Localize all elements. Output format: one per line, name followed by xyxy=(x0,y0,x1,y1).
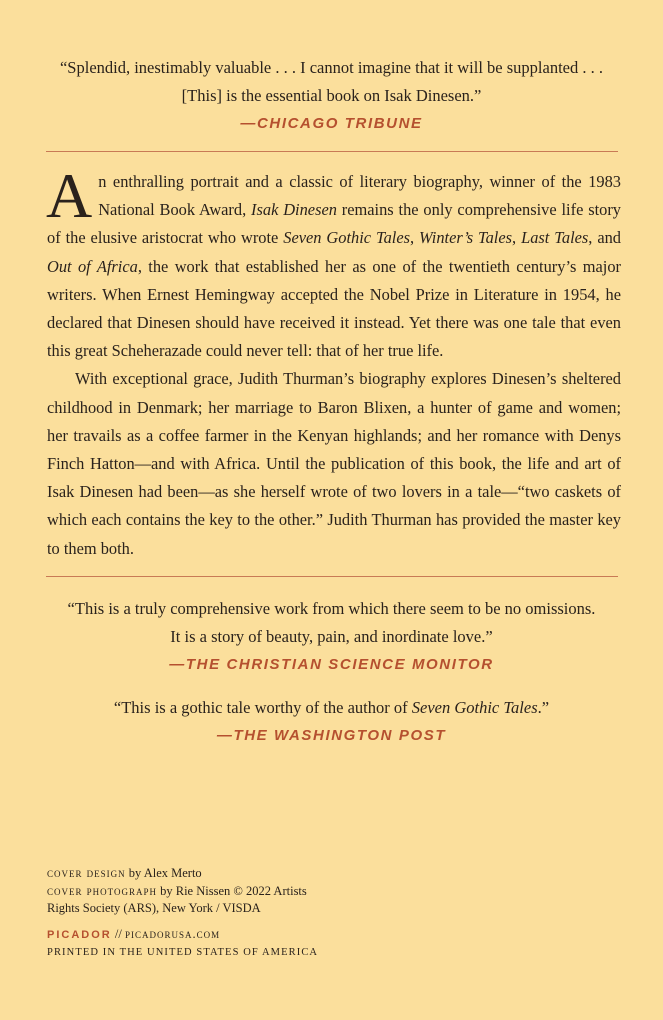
quote-line: [This] is the essential book on Isak Dinesen.” xyxy=(181,86,482,105)
book-description xyxy=(46,160,622,563)
cover-credits xyxy=(47,865,607,962)
review-quote-washington-post: “This is a gothic tale worthy of the author of Seven Gothic Tales.” —THE WASHINGTON POST xyxy=(30,694,633,750)
publisher-line xyxy=(47,926,607,945)
description-paragraph-1: An enthralling portrait and a classic of literary biography, winner of the 1983 National Book Award, Isak Dinesen remains the only comprehensive life story of the elusive aristocrat who wrote Seven Gothic Tales, Winter’s Tales, Last Tales, and Out of Africa, the work that established her as one of the twentieth century’s major writers. When Ernest Hemingway accepted the Nobel Prize in Literature in 1954, he declared that Dinesen should have received it instead. Yet there was one tale that even this great Scheherazade could never tell: that of her true life. xyxy=(46,160,622,361)
book-title: Out of Africa xyxy=(47,256,138,276)
quote-line: It is a story of beauty, pain, and inordinate love.” xyxy=(170,627,493,646)
photo-rights-credit: Rights Society (ARS), New York / VISDA xyxy=(47,901,261,915)
cover-design-credit: cover design by Alex Merto xyxy=(47,866,202,880)
quote-attribution: —CHICAGO TRIBUNE xyxy=(240,115,423,132)
cover-photograph-credit: cover photograph by Rie Nissen © 2022 Artists xyxy=(47,883,307,898)
book-title: Isak Dinesen xyxy=(251,200,337,220)
book-title: Seven Gothic Tales xyxy=(411,698,538,717)
separator: // xyxy=(111,926,125,941)
quote-line: “Splendid, inestimably valuable . . . I cannot imagine that it will be supplanted . . . xyxy=(59,58,603,77)
quote-attribution: —THE CHRISTIAN SCIENCE MONITOR xyxy=(169,656,494,673)
description-paragraph-2: With exceptional grace, Judith Thurman’s biography explores Dinesen’s sheltered childhood in Denmark; her marriage to Baron Blixen, a hunter of game and women; her travails as a coffee farmer in the Kenyan highlands; and her romance with Denys Finch Hatton—and with Africa. Until the publication of this book, the life and art of Isak Dinesen had been—as she herself wrote of two lovers in a tale—“two caskets of which each contains the key to the other.” Judith Thurman has provided the master key to them both. xyxy=(47,369,621,558)
printed-in-notice: PRINTED IN THE UNITED STATES OF AMERICA xyxy=(47,947,319,958)
quote-attribution: —THE WASHINGTON POST xyxy=(216,727,447,744)
divider-rule xyxy=(46,576,618,577)
review-quote-chicago-tribune xyxy=(30,54,633,138)
publisher-name: PICADOR xyxy=(47,928,112,941)
book-title: Winter’s Tales xyxy=(419,228,513,248)
publisher-website: picadorusa.com xyxy=(124,926,221,941)
book-title: Seven Gothic Tales xyxy=(283,228,410,248)
drop-cap: A xyxy=(46,160,93,231)
divider-rule xyxy=(46,151,618,152)
book-title: Last Tales xyxy=(521,228,589,248)
quote-line: “This is a truly comprehensive work from which there seem to be no omissions. xyxy=(67,599,596,618)
review-quote-christian-science-monitor xyxy=(30,595,633,679)
